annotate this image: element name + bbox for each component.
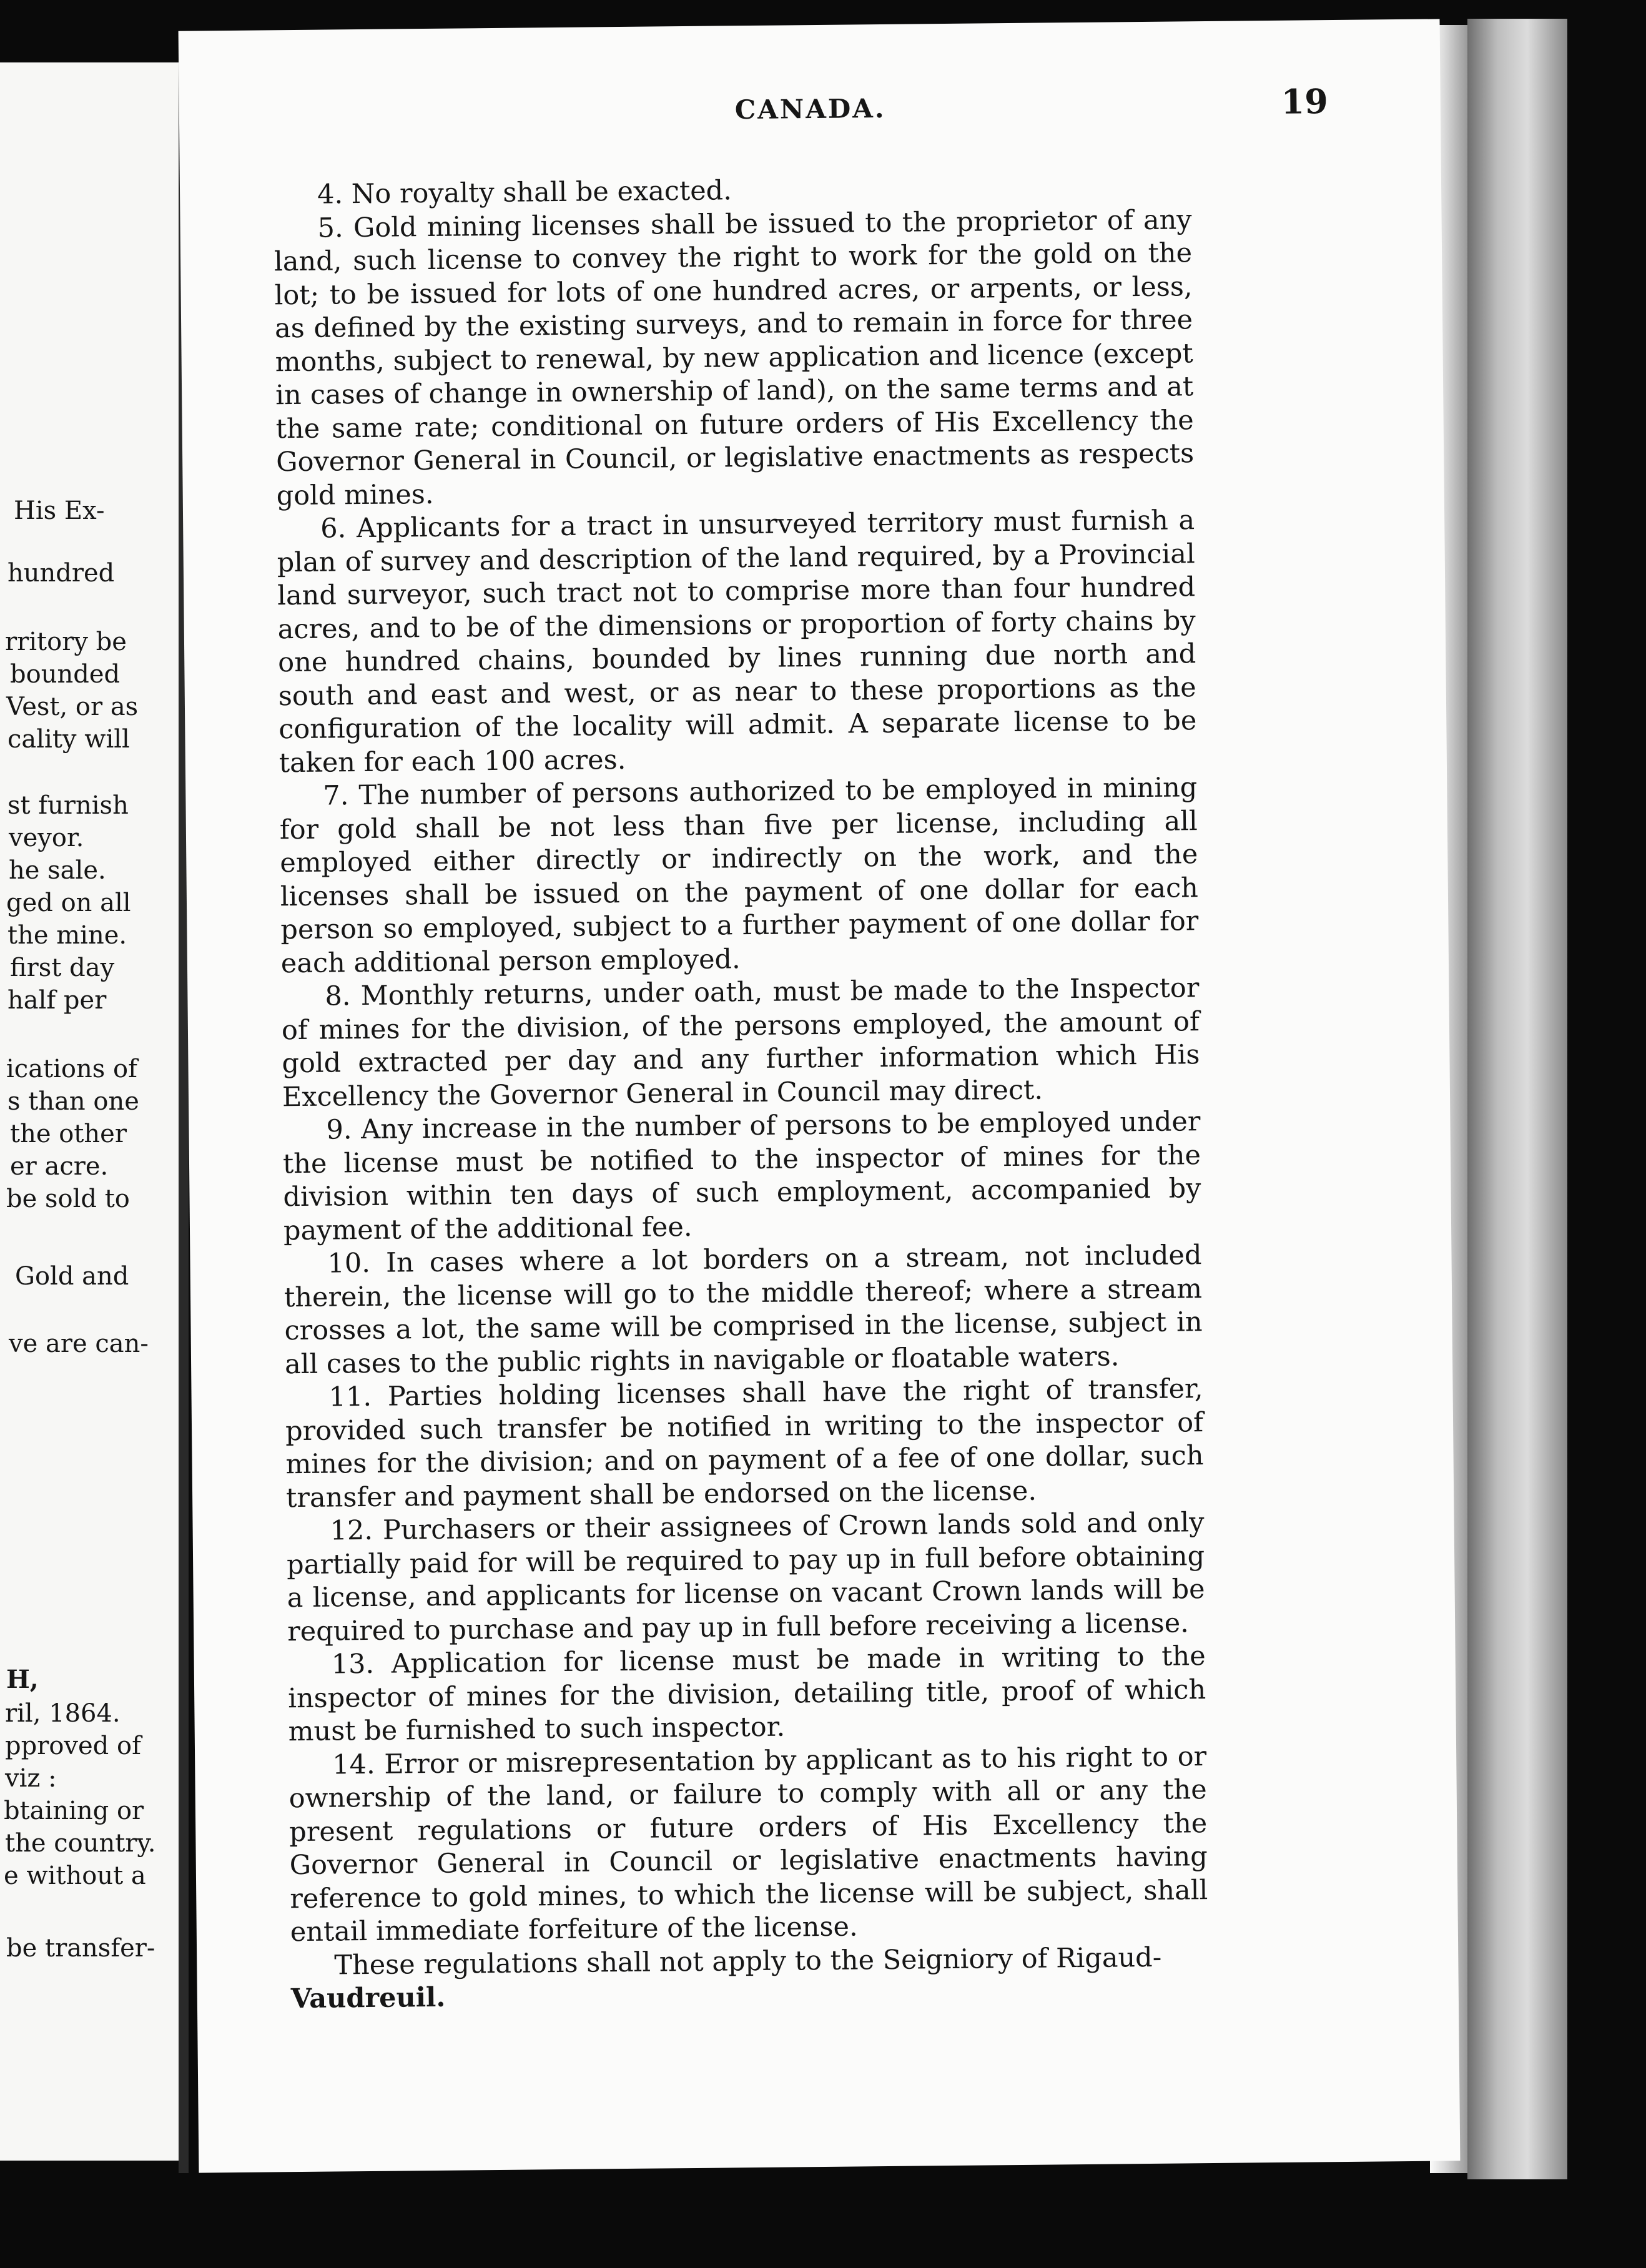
left-page-fragment: first day (10, 954, 115, 982)
left-page-fragment: he sale. (9, 856, 106, 885)
book-cover-edge (1467, 19, 1567, 2179)
closing-text: These regulations shall not apply to the Seigniory of Rigaud- (334, 1941, 1162, 1981)
left-page-fragment: viz : (5, 1764, 57, 1793)
paragraph-6: 6. Applicants for a tract in unsurveyed territory must furnish a plan of survey and description of the land required, by a Provincial land surveyor, such tract not to comprise more than four hundred acres, and to be of the dimensions or proportion of forty chains by one hundred chains, bounded by lines running due north and south and east and west, or as near to these proportions as the configuration of the locality will admit. A separate license to be taken for each 100 acres. (277, 505, 1197, 779)
left-page-fragment: er acre. (10, 1152, 109, 1181)
left-page-fragment: st furnish (7, 791, 129, 820)
left-page-fragment: be transfer- (6, 1934, 155, 1963)
left-page-fragment: ications of (6, 1055, 137, 1083)
left-page-fragment: rritory be (5, 628, 127, 656)
paragraph-4: 4. No royalty shall be exacted. (317, 175, 732, 210)
paragraph-7: 7. The number of persons authorized to be employed in mining for gold shall be not less than five per license, including all employed either directly or indirectly on the work, and the licenses shall be issued on the payment of one dollar for each person so employed, subject to a further payment of one dollar for each additional person employed. (279, 772, 1199, 979)
paragraph-11: 11. Parties holding licenses shall have the right of transfer, provided such transfer be notified in writing to the inspector of mines for the division; and on payment of a fee of one dollar, such transfer and payment shall be endorsed on the license. (285, 1373, 1204, 1514)
left-page-fragment: be sold to (6, 1185, 130, 1213)
paragraph-9: 9. Any increase in the number of persons to be employed under the license must be notified to the inspector of mines for the division within ten days of such employment, accompanied by payment of the additional fee. (282, 1106, 1201, 1246)
left-page-fragment: ril, 1864. (5, 1699, 121, 1728)
left-page-fragment: His Ex- (14, 496, 105, 525)
left-page-fragment: e without a (4, 1861, 146, 1890)
left-page-fragment: bounded (10, 660, 121, 689)
running-title: CANADA. (734, 92, 886, 126)
closing-bold-text: Vaudreuil. (290, 1981, 446, 2015)
left-page-fragment: the mine. (7, 921, 127, 950)
left-page-fragment: Gold and (15, 1262, 129, 1291)
left-page-fragment: ve are can- (9, 1329, 149, 1358)
left-page-fragment: Vest, or as (6, 693, 139, 721)
page-number: 19 (1281, 81, 1329, 122)
paragraph-14: 14. Error or misrepresentation by applicant as to his right to or ownership of the land, or failure to comply with all or any the present regulations or future orders of His Excellency the Governor General in Council or legislative enactments having reference to gold mines, to which the license will be subject, shall entail immediate forfeiture of the license. (288, 1740, 1208, 1948)
left-page-fragment: pproved of (5, 1732, 141, 1760)
paragraph-12: 12. Purchasers or their assignees of Crown lands sold and only partially paid for will be required to pay up in full before obtaining a license, and applicants for license on vacant Crown lands will be required to purchase and pay up in full before receiving a license. (286, 1507, 1205, 1647)
left-page-fragment: hundred (7, 559, 115, 588)
left-page-fragment: s than one (7, 1087, 139, 1116)
left-facing-page (0, 62, 182, 2161)
left-page-fragment: veyor. (9, 824, 84, 852)
left-page-fragment: btaining or (4, 1797, 144, 1825)
paragraph-5: 5. Gold mining licenses shall be issued to the proprietor of any land, such license to convey the right to work for the gold on the lot; to be issued for lots of one hundred acres, or arpents, or less, as defined by the existing surveys, and to remain in force for three months, subject to renewal, by new application and licence (except in cases of change in ownership of land), on the same terms and at the same rate; conditional on future orders of His Excellency the Governor General in Council, or legislative enactments as respects gold mines. (274, 204, 1195, 511)
running-head (267, 81, 1353, 137)
closing-paragraph (290, 1941, 1209, 2016)
body-text (274, 170, 1209, 2016)
left-page-fragment: the country. (5, 1829, 156, 1858)
left-page-fragment: half per (7, 986, 107, 1015)
left-page-fragment: the other (10, 1120, 127, 1148)
left-page-fragment: ged on all (6, 889, 131, 917)
left-page-fragment: cality will (7, 725, 130, 754)
paragraph-8: 8. Monthly returns, under oath, must be made to the Inspector of mines for the division, of the persons employed, the amount of gold extracted per day and any further information which His Excellency the Governor General in Council may direct. (281, 972, 1200, 1113)
right-page (179, 19, 1461, 2172)
paragraph-13: 13. Application for license must be made in writing to the inspector of mines for the division, detailing title, proof of which must be furnished to such inspector. (287, 1640, 1206, 1748)
left-page-fragment: H, (6, 1665, 39, 1694)
paragraph-10: 10. In cases where a lot borders on a stream, not included therein, the license will go to the middle thereof; where a stream crosses a lot, the same will be comprised in the license, subject in all cases to the public rights in navigable or floatable waters. (283, 1240, 1203, 1380)
